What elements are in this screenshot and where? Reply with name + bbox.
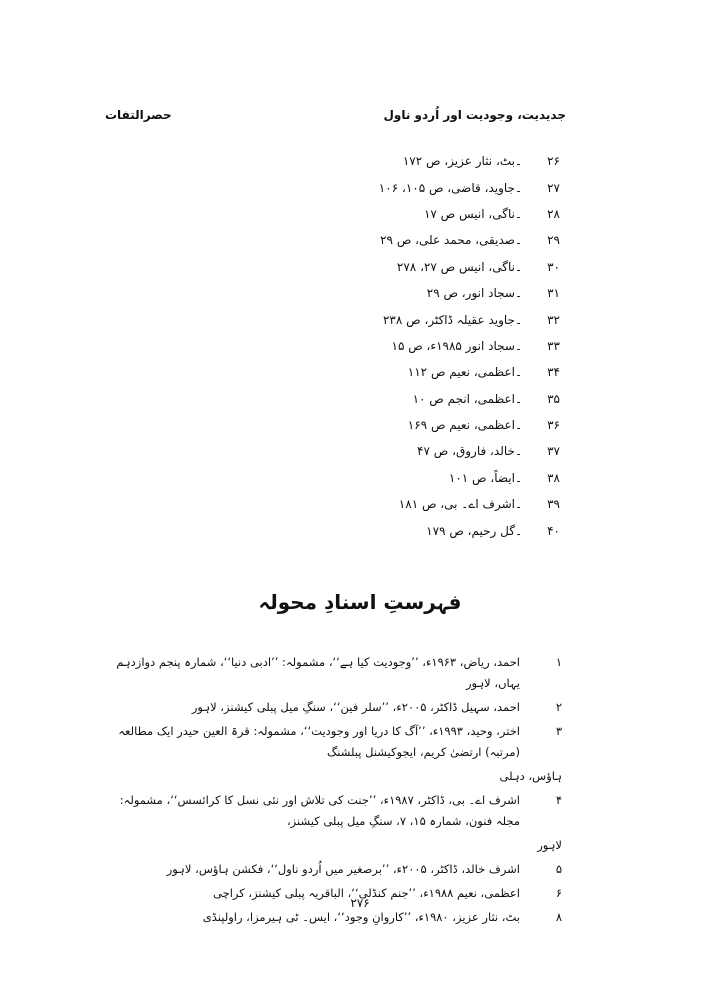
note-number: ۳۰	[547, 259, 560, 274]
bib-text: اختر، وحید، ۱۹۹۳ء، ’’آگ کا دریا اور وجودیت‘‘، مشمولہ: قرۃ العین حیدر ایک مطالعہ (مرتبہ) ارتضیٰ کریم، ایجوکیشنل پبلشنگ	[118, 724, 520, 759]
note-text: سجاد انور، ص ۲۹	[426, 286, 515, 301]
note-number: ۳۹	[547, 497, 560, 512]
list-item: ۴۰ ۔ گل رحیم، ص ۱۷۹	[260, 517, 560, 543]
list-item: ۲۸ ۔ ناگی، انیس ص ۱۷	[260, 201, 560, 227]
note-number: ۳۵	[547, 391, 560, 406]
bib-number: ۶	[555, 886, 562, 900]
list-item	[92, 652, 562, 694]
list-item: ۳۱ ۔ سجاد انور، ص ۲۹	[260, 280, 560, 306]
note-number: ۳۸	[547, 470, 560, 485]
bib-number: ۱	[555, 655, 562, 669]
list-item: ۳۳ ۔ سجاد انور ۱۹۸۵ء، ص ۱۵	[260, 333, 560, 359]
note-number: ۲۷	[547, 180, 560, 195]
bib-text: بٹ، نثار عزیز، ۱۹۸۰ء، ’’کاروانِ وجود‘‘، ایس۔ ٹی ہیرمزا، راولپنڈی	[202, 910, 520, 924]
list-item: ۳۷ ۔ خالد، فاروق، ص ۴۷	[260, 438, 560, 464]
note-text: ناگی، انیس ص ۲۷، ۲۷۸	[396, 259, 515, 274]
list-item: ۳۲ ۔ جاوید عقیلہ ڈاکٹر، ص ۲۳۸	[260, 306, 560, 332]
note-number: ۳۱	[547, 286, 560, 301]
note-number: ۳۶	[547, 418, 560, 433]
note-text: اشرف اے۔ بی، ص ۱۸۱	[398, 497, 515, 512]
bib-number: ۳	[555, 724, 562, 738]
note-number: ۳۴	[547, 365, 560, 380]
bibliography-list	[92, 652, 562, 931]
bib-text-continuation: ہاؤس، دہلی	[499, 769, 562, 783]
list-item	[92, 697, 562, 718]
bib-text: احمد، ریاض، ۱۹۶۳ء، ’’وجودیت کیا ہے‘‘، مشمولہ: ’’ادبی دنیا‘‘، شمارہ پنجم دوازدہم یہاں، لاہور	[116, 655, 520, 690]
list-item	[92, 859, 562, 880]
bib-text: اشرف اے۔ بی، ڈاکٹر، ۱۹۸۷ء، ’’جنت کی تلاش اور نئی نسل کا کرائسس‘‘، مشمولہ: مجلہ فنون، شمارہ ۱۵، ۷، سنگِ میل پبلی کیشنز،	[119, 793, 520, 828]
note-text: جاوید، قاضی، ص ۱۰۵، ۱۰۶	[378, 180, 515, 195]
bib-number: ۲	[555, 700, 562, 714]
list-item: ۳۸ ۔ ایضاً، ص ۱۰۱	[260, 465, 560, 491]
list-item: ۳۹ ۔ اشرف اے۔ بی، ص ۱۸۱	[260, 491, 560, 517]
note-text: صدیقی، محمد علی، ص ۲۹	[380, 233, 515, 248]
note-number: ۲۹	[547, 233, 560, 248]
bib-text: احمد، سہیل ڈاکٹر، ۲۰۰۵ء، ’’سلر فین‘‘، سنگِ میل پبلی کیشنز، لاہور	[191, 700, 520, 714]
page-number: ۲۷۶	[350, 896, 370, 910]
note-number: ۳۲	[547, 312, 560, 327]
note-number: ۳۳	[547, 338, 560, 353]
bib-number: ۵	[555, 862, 562, 876]
list-item	[92, 721, 562, 763]
bib-text: اعظمی، نعیم ۱۹۸۸ء، ’’جنم کنڈلی‘‘، الباقریہ پبلی کیشنز، کراچی	[213, 886, 520, 900]
list-item	[92, 907, 562, 928]
note-text: خالد، فاروق، ص ۴۷	[417, 444, 515, 459]
list-item: ۳۰ ۔ ناگی، انیس ص ۲۷، ۲۷۸	[260, 254, 560, 280]
list-item-continuation	[92, 835, 562, 856]
list-item: ۲۶ ۔ بٹ، نثار عزیز، ص ۱۷۲	[260, 148, 560, 174]
note-text: بٹ، نثار عزیز، ص ۱۷۲	[402, 154, 515, 169]
list-item: ۳۴ ۔ اعظمی، نعیم ص ۱۱۲	[260, 359, 560, 385]
note-number: ۲۸	[547, 206, 560, 221]
section-title: فہرستِ اسنادِ محولہ	[258, 590, 462, 614]
endnotes-list	[260, 148, 560, 544]
bib-number: ۴	[555, 793, 562, 807]
note-text: اعظمی، نعیم ص ۱۱۲	[407, 365, 515, 380]
list-item: ۲۹ ۔ صدیقی، محمد علی، ص ۲۹	[260, 227, 560, 253]
note-number: ۴۰	[547, 523, 560, 538]
note-text: اعظمی، انجم ص ۱۰	[412, 391, 515, 406]
note-text: ناگی، انیس ص ۱۷	[423, 206, 515, 221]
list-item	[92, 790, 562, 832]
list-item: ۲۷ ۔ جاوید، قاضی، ص ۱۰۵، ۱۰۶	[260, 174, 560, 200]
bib-text-continuation: لاہور	[537, 838, 562, 852]
note-number: ۲۶	[547, 154, 560, 169]
list-item-continuation	[92, 766, 562, 787]
list-item: ۳۵ ۔ اعظمی، انجم ص ۱۰	[260, 386, 560, 412]
bib-text: اشرف خالد، ڈاکٹر، ۲۰۰۵ء، ’’برصغیر میں اُردو ناول‘‘، فکشن ہاؤس، لاہور	[166, 862, 520, 876]
note-text: سجاد انور ۱۹۸۵ء، ص ۱۵	[391, 338, 515, 353]
note-text: ایضاً، ص ۱۰۱	[448, 470, 515, 485]
running-header-title: جدیدیت، وجودیت اور اُردو ناول	[383, 108, 566, 122]
list-item: ۳۶ ۔ اعظمی، نعیم ص ۱۶۹	[260, 412, 560, 438]
note-text: جاوید عقیلہ ڈاکٹر، ص ۲۳۸	[382, 312, 515, 327]
note-text: گل رحیم، ص ۱۷۹	[426, 523, 515, 538]
running-header-author: حصرالتفات	[105, 108, 172, 122]
note-number: ۳۷	[547, 444, 560, 459]
note-text: اعظمی، نعیم ص ۱۶۹	[407, 418, 515, 433]
bib-number: ۸	[555, 910, 562, 924]
